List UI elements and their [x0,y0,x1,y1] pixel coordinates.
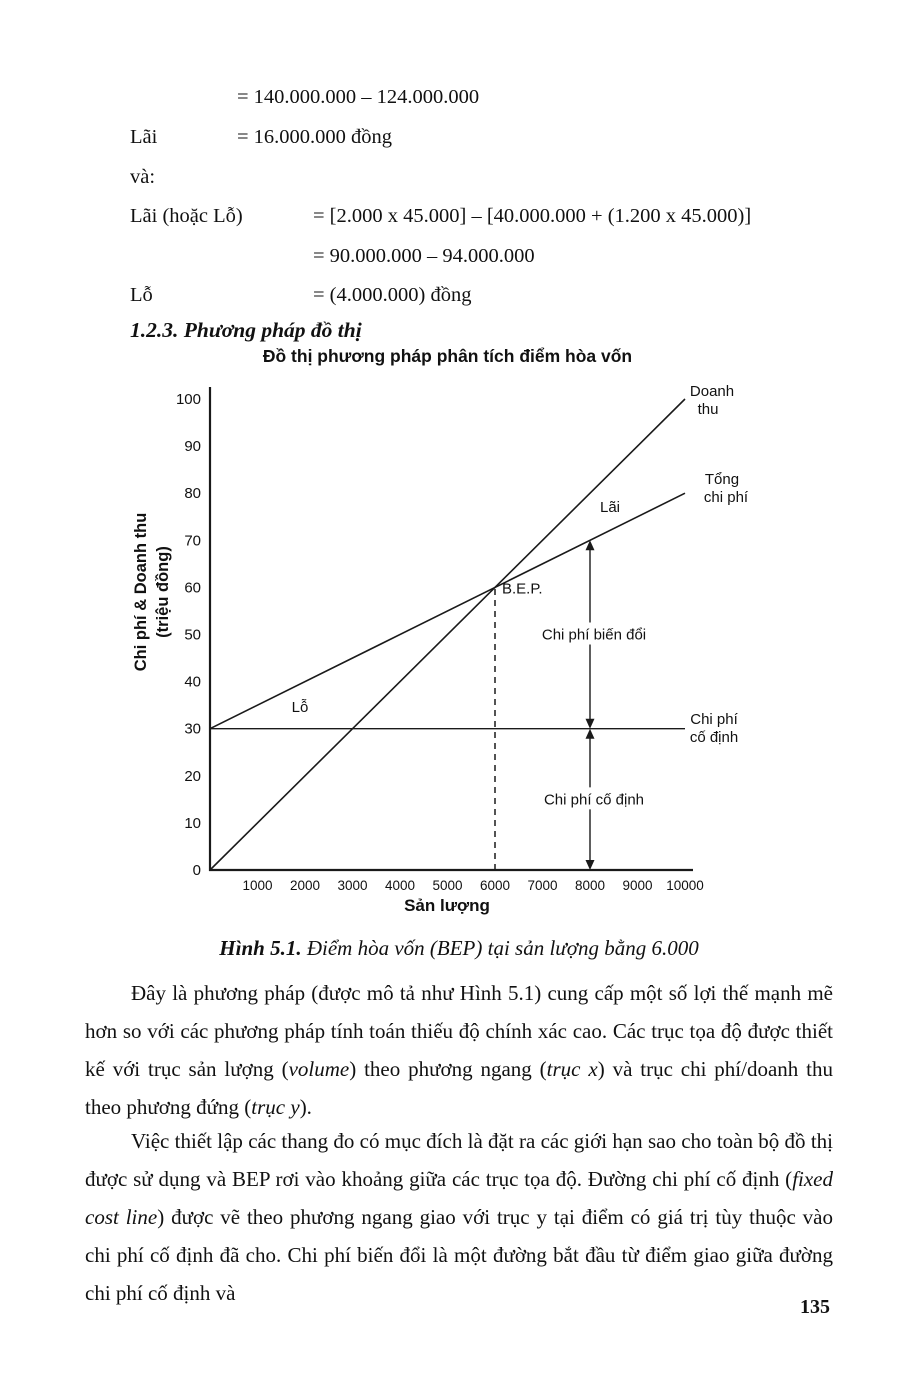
arrowhead-icon [586,719,595,729]
x-tick-label: 2000 [289,878,321,893]
equation-value-1: = 140.000.000 – 124.000.000 [237,86,480,108]
x-tick-label: 4000 [384,878,416,893]
y-axis-title-1: Chi phí & Doanh thu [132,512,150,672]
text-run: ). [299,1095,312,1119]
x-axis-title: Sản lượng [404,896,490,915]
text-run: fixed cost line [85,1167,833,1229]
equation-value-5: = 90.000.000 – 94.000.000 [313,245,535,267]
arrowhead-icon [586,729,595,739]
fixed-cost-axis-label-2: cố định [689,729,739,746]
text-run: trục y [251,1095,300,1119]
text-run: Hình 5.1. [219,936,307,960]
profit-label: Lãi [599,499,621,516]
arrow-label: Chi phí biến đổi [541,626,647,644]
equation-value-4: = [2.000 x 45.000] – [40.000.000 + (1.200 x 45.000)] [313,205,752,227]
x-tick-label: 9000 [622,878,653,893]
equation-value-2: = 16.000.000 đồng [237,126,393,148]
arrow-label: Chi phí cố định [543,791,645,809]
x-tick-label: 5000 [432,878,463,893]
text-run: Đây là phương pháp (được mô tả như Hình 5.1) cung cấp một số lợi thế mạnh mẽ hơn so với các phương pháp tính toán thiếu độ chính xác cao. Các trục tọa độ được thiết kế với trục sản lượng ( [85,981,833,1081]
bep-chart [100,380,820,925]
x-tick-label: 3000 [337,878,368,893]
y-tick-label: 80 [184,485,201,503]
x-tick-label: 8000 [574,878,606,893]
loss-label: Lỗ [291,699,309,716]
text-run: Việc thiết lập các thang đo có mục đích là đặt ra các giới hạn sao cho toàn bộ đồ thị được sử dụng và BEP rơi vào khoảng giữa các trục tọa độ. Đường chi phí cố định ( [85,1129,833,1191]
y-tick-label: 10 [184,814,201,832]
page-number: 135 [800,1296,830,1318]
text-run: Điểm hòa vốn (BEP) tại sản lượng bằng 6.000 [306,936,699,960]
y-axis-title-2: (triệu đồng) [154,546,172,638]
bep-label: B.E.P. [502,580,543,598]
equation-label-3: và: [130,166,156,188]
figure-caption [85,936,833,961]
paragraph-2 [85,1122,833,1312]
equation-value-6: = (4.000.000) đồng [313,284,472,306]
total-cost-label-2: chi phí [703,489,749,506]
equation-label-2: Lãi [130,126,158,148]
revenue-label-2: thu [697,401,719,418]
total-cost-line [210,493,685,729]
y-tick-label: 90 [184,438,201,456]
text-run: volume [288,1057,350,1081]
x-tick-label: 1000 [242,878,273,893]
chart-title: Đồ thị phương pháp phân tích điểm hòa vốn [262,346,633,366]
text-run: ) được vẽ theo phương ngang giao với trục y tại điểm có giá trị tùy thuộc vào chi phí cố định đã cho. Chi phí biến đổi là một đường bắt đầu từ điểm giao giữa đường chi phí cố định và [85,1205,833,1305]
text-run: ) theo phương ngang ( [349,1057,547,1081]
y-tick-label: 20 [184,767,201,785]
total-cost-label-1: Tổng [704,471,740,488]
text-run: trục x [546,1057,598,1081]
y-tick-label: 30 [184,720,201,738]
arrowhead-icon [586,860,595,870]
y-tick-label: 40 [184,673,201,691]
text-run: ) và trục chi phí/doanh thu theo phương đứng ( [85,1057,833,1119]
y-tick-label: 60 [184,579,201,597]
y-tick-label: 70 [184,532,201,550]
x-tick-label: 6000 [479,878,511,893]
section-heading: 1.2.3. Phương pháp đồ thị [130,318,362,342]
y-tick-label: 0 [192,862,201,879]
x-tick-label: 10000 [666,878,704,893]
paragraph-1 [85,974,833,1126]
fixed-cost-axis-label-1: Chi phí [690,711,738,728]
equation-label-4: Lãi (hoặc Lỗ) [130,205,243,227]
y-tick-label: 50 [184,626,201,644]
x-tick-label: 7000 [527,878,558,893]
y-tick-label: 100 [175,391,201,408]
equation-label-6: Lỗ [130,284,153,306]
revenue-label-1: Doanh [689,383,735,400]
